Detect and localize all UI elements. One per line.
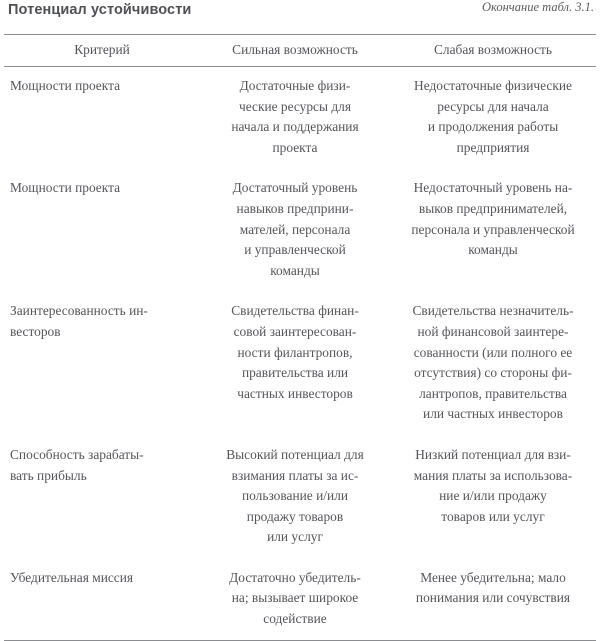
- text-line: вать прибыль: [10, 467, 87, 483]
- text-line: ности филантропов,: [237, 344, 353, 360]
- table-header-row: [4, 35, 596, 66]
- text-line: навыков предприни-: [236, 200, 354, 216]
- cell-criterion: [4, 170, 200, 293]
- page-title: Потенциал устойчивости: [8, 2, 192, 18]
- text-line: понимания или сочувствия: [415, 590, 571, 606]
- text-line: на; вызывает широкое: [231, 590, 359, 606]
- text-line: выков предпринимателей,: [418, 200, 568, 216]
- text-line: Недостаточные физические: [414, 78, 572, 93]
- document-header: [0, 0, 600, 34]
- text-line: продажу товаров: [246, 508, 344, 524]
- cell-strong-opportunity: [200, 437, 390, 560]
- cell-weak-opportunity: [390, 560, 596, 640]
- cell-criterion: [4, 293, 200, 437]
- cell-strong-opportunity: [200, 67, 390, 170]
- text-line: проекта: [272, 139, 318, 155]
- cell-weak-opportunity: [390, 293, 596, 437]
- text-line: Низкий потенциал для взи-: [415, 446, 571, 462]
- table-row: [4, 560, 596, 640]
- text-line: взимания платы за ис-: [231, 467, 359, 483]
- text-line: начала и поддержания: [231, 119, 359, 135]
- cell-weak-opportunity: [390, 170, 596, 293]
- text-line: Свидетельства незначитель-: [412, 303, 574, 319]
- column-header-weak-opportunity: Слабая возможность: [433, 42, 553, 57]
- text-line: Менее убедительна; мало: [420, 569, 566, 585]
- text-line: товаров или услуг: [441, 508, 545, 524]
- text-line: Высокий потенциал для: [226, 446, 364, 462]
- column-header-strong-opportunity: Сильная возможность: [232, 42, 358, 57]
- cell-strong-opportunity: [200, 170, 390, 293]
- text-line: совой заинтересован-: [233, 323, 357, 339]
- text-line: или частных инвесторов: [423, 406, 563, 422]
- text-line: ной финансовой заинтере-: [417, 323, 569, 339]
- text-line: содействие: [263, 611, 327, 627]
- text-line: правительства или: [241, 365, 349, 381]
- text-line: ние и/или продажу: [439, 488, 547, 504]
- text-line: Достаточно убедитель-: [229, 569, 361, 585]
- text-line: ресурсы для начала: [437, 98, 549, 114]
- text-line: мания платы за использова-: [413, 467, 573, 483]
- sustainability-potential-body: [4, 67, 596, 640]
- text-line: Достаточные физи-: [239, 78, 351, 93]
- cell-criterion: [4, 67, 200, 170]
- cell-weak-opportunity: [390, 67, 596, 170]
- cell-criterion: [4, 437, 200, 560]
- text-line: Свидетельства финан-: [231, 303, 359, 319]
- text-line: команды: [468, 242, 518, 258]
- table-row: [4, 293, 596, 437]
- text-line: лантропов, правительства: [419, 385, 567, 401]
- cell-strong-opportunity: [200, 293, 390, 437]
- text-line: предприятия: [456, 139, 530, 155]
- cell-criterion: [4, 560, 200, 640]
- text-line: отсутствия) со стороны фи-: [414, 365, 572, 381]
- text-line: команды: [270, 262, 320, 278]
- text-line: сованности (или полного ее: [413, 344, 573, 360]
- table-caption: Окончание табл. 3.1.: [481, 0, 594, 14]
- text-line: ческие ресурсы для: [239, 98, 351, 114]
- text-line: Заинтересованность ин-: [10, 303, 148, 319]
- text-line: мателей, персонала: [239, 221, 351, 237]
- text-line: и продолжения работы: [427, 119, 559, 135]
- text-line: Мощности проекта: [10, 180, 121, 196]
- column-header-criterion: Критерий: [74, 42, 130, 57]
- text-line: и управленческой: [244, 242, 346, 258]
- text-line: Мощности проекта: [10, 78, 121, 93]
- text-line: Достаточный уровень: [232, 180, 358, 196]
- text-line: пользование и/или: [242, 488, 348, 504]
- text-line: Способность зарабаты-: [10, 446, 144, 462]
- table-row: [4, 67, 596, 170]
- cell-weak-opportunity: [390, 437, 596, 560]
- table-row: [4, 170, 596, 293]
- text-line: Недостаточный уровень на-: [413, 180, 573, 196]
- text-line: персонала и управленческой: [411, 221, 575, 237]
- table-body: [4, 67, 596, 640]
- sustainability-potential-table: [4, 35, 596, 66]
- cell-strong-opportunity: [200, 560, 390, 640]
- text-line: частных инвесторов: [237, 385, 353, 401]
- text-line: или услуг: [267, 529, 323, 545]
- table-row: [4, 437, 596, 560]
- text-line: Убедительная миссия: [10, 569, 134, 585]
- text-line: весторов: [10, 323, 61, 339]
